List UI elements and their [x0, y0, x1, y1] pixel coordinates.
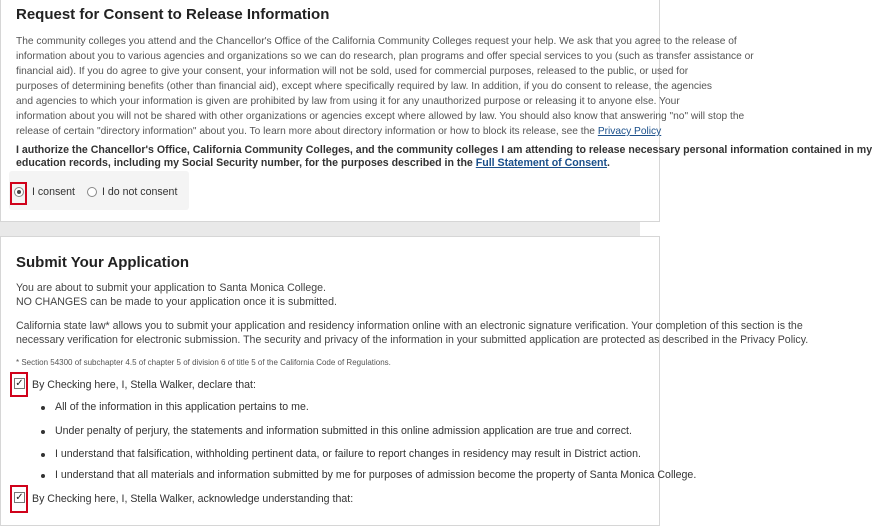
acknowledge-label: By Checking here, I, Stella Walker, acknowledge understanding that: [32, 493, 354, 505]
consent-paragraph-line: and agencies to which your information is given are prohibited by law from using it for any unauthorized purpose or releasing it to anyone else. Your [16, 96, 680, 107]
declaration-item: I understand that all materials and information submitted by me for purposes of admission become the property of Santa Monica College. [55, 469, 697, 481]
privacy-policy-link[interactable]: Privacy Policy [597, 126, 662, 137]
consent-paragraph-line: purposes of determining benefits (other than financial aid), except where specifically required by law. In addition, if you do consent to release, the agencies [16, 81, 712, 92]
consent-paragraph-line: release of certain "directory information" about you. To learn more about directory information or how to block its release, see the Privacy Policy [16, 126, 662, 137]
bullet [41, 406, 45, 410]
authorize-line: I authorize the Chancellor's Office, California Community Colleges, and the community colleges I am attending to release necessary personal information contained in my [16, 144, 872, 156]
declaration-item: Under penalty of perjury, the statements and information submitted in this online admission application are true and correct. [55, 425, 632, 437]
declare-label: By Checking here, I, Stella Walker, declare that: [32, 379, 256, 391]
regulation-footnote: * Section 54300 of subchapter 4.5 of chapter 5 of division 6 of title 5 of the California Code of Regulations. [16, 358, 391, 367]
law-text-line: necessary verification for electronic submission. The security and privacy of the information in your submitted application are protected as described in the Privacy Policy. [16, 334, 809, 346]
consent-section [0, 0, 872, 222]
consent-paragraph-line: The community colleges you attend and the Chancellor's Office of the California Community Colleges request your help. We ask that you agree to the release of [16, 36, 737, 47]
law-text-line: California state law* allows you to submit your application and residency information online with an electronic signature verification. Your completion of this section is the [16, 320, 803, 332]
section-separator [0, 222, 640, 236]
no-consent-label: I do not consent [102, 186, 178, 198]
acknowledge-checkbox[interactable]: ✓ [15, 492, 24, 503]
full-statement-link[interactable]: Full Statement of Consent [475, 157, 608, 169]
authorize-line: education records, including my Social Security number, for the purposes described in the Full Statement of Consent. [16, 157, 610, 169]
consent-paragraph-line: information about you to various agencies and organizations so we can do research, plan programs and offer special services to you (such as transfer assistance or [16, 51, 754, 62]
bullet [41, 474, 45, 478]
bullet [41, 430, 45, 434]
declaration-item: All of the information in this application pertains to me. [55, 401, 309, 413]
bullet [41, 453, 45, 457]
declare-checkbox[interactable]: ✓ [15, 378, 24, 389]
submit-warning-line: NO CHANGES can be made to your application once it is submitted. [16, 296, 337, 308]
consent-paragraph-line: information about you will not be shared with other organizations or agencies except where allowed by law. You should also know that answering "no" will stop the [16, 111, 745, 122]
consent-radio[interactable] [14, 187, 24, 197]
submit-section [0, 236, 809, 526]
submit-intro-line: You are about to submit your application to Santa Monica College. [16, 282, 326, 294]
consent-paragraph-line: financial aid). If you do agree to give your consent, your information will not be sold, used for commercial purposes, released to the public, or used for [16, 66, 689, 77]
declaration-item: I understand that falsification, withholding pertinent data, or failure to report changes in residency may result in District action. [55, 448, 641, 460]
no-consent-radio[interactable] [87, 187, 97, 197]
consent-title: Request for Consent to Release Information [16, 6, 330, 23]
consent-label: I consent [32, 186, 75, 198]
submit-title: Submit Your Application [16, 254, 190, 271]
